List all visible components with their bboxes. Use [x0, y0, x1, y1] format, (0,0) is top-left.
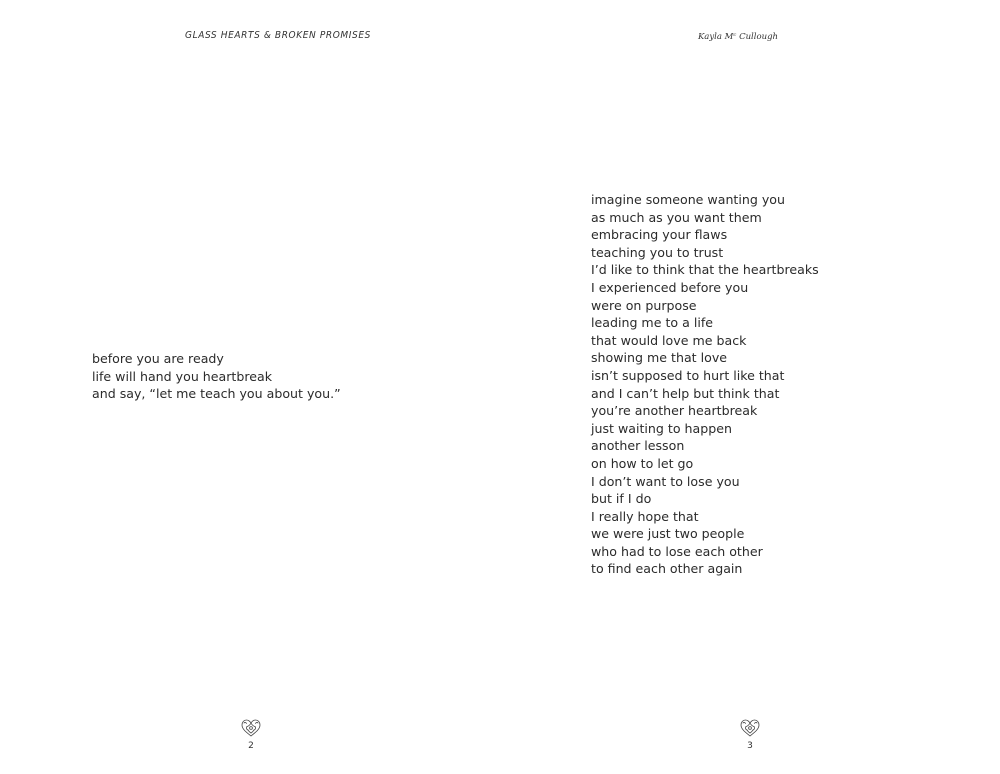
poem-line: leading me to a life	[591, 315, 714, 331]
poem-line: on how to let go	[591, 455, 694, 471]
page-number: 3	[747, 741, 753, 751]
poem-line: we were just two people	[591, 526, 745, 542]
poem-line: and say, “let me teach you about you.”	[92, 386, 341, 402]
floral-heart-icon	[739, 717, 761, 739]
poem-line: who had to lose each other	[591, 543, 763, 559]
page-number: 2	[248, 741, 254, 751]
poem-line: I’d like to think that the heartbreaks	[591, 262, 819, 278]
poem-line: and I can’t help but think that	[591, 385, 780, 401]
poem-line: another lesson	[591, 438, 685, 454]
right-page	[500, 0, 1000, 774]
poem-line: but if I do	[591, 491, 652, 507]
poem-line: that would love me back	[591, 332, 747, 348]
poem-line: teaching you to trust	[591, 244, 724, 260]
poem-line: to find each other again	[591, 561, 743, 577]
poem-line: I don’t want to lose you	[591, 473, 740, 489]
poem-line: embracing your flaws	[591, 227, 728, 243]
poem-line: life will hand you heartbreak	[92, 368, 273, 384]
author-running-head: Kayla Mᶜ Cullough	[697, 32, 778, 42]
poem-line: before you are ready	[92, 351, 224, 366]
poem-line: isn’t supposed to hurt like that	[591, 367, 785, 383]
right-poem	[591, 191, 819, 578]
poem-line: I experienced before you	[591, 279, 749, 295]
floral-heart-icon	[240, 717, 262, 739]
poem-line: I really hope that	[591, 508, 699, 524]
poem-line: just waiting to happen	[591, 420, 732, 436]
book-title-running-head: GLASS HEARTS & BROKEN PROMISES	[185, 30, 371, 42]
poem-line: showing me that love	[591, 350, 728, 366]
poem-line: were on purpose	[591, 297, 697, 313]
poem-line: imagine someone wanting you	[591, 192, 785, 207]
poem-line: as much as you want them	[591, 209, 762, 225]
left-poem	[92, 350, 341, 403]
poem-line: you’re another heartbreak	[591, 403, 758, 419]
